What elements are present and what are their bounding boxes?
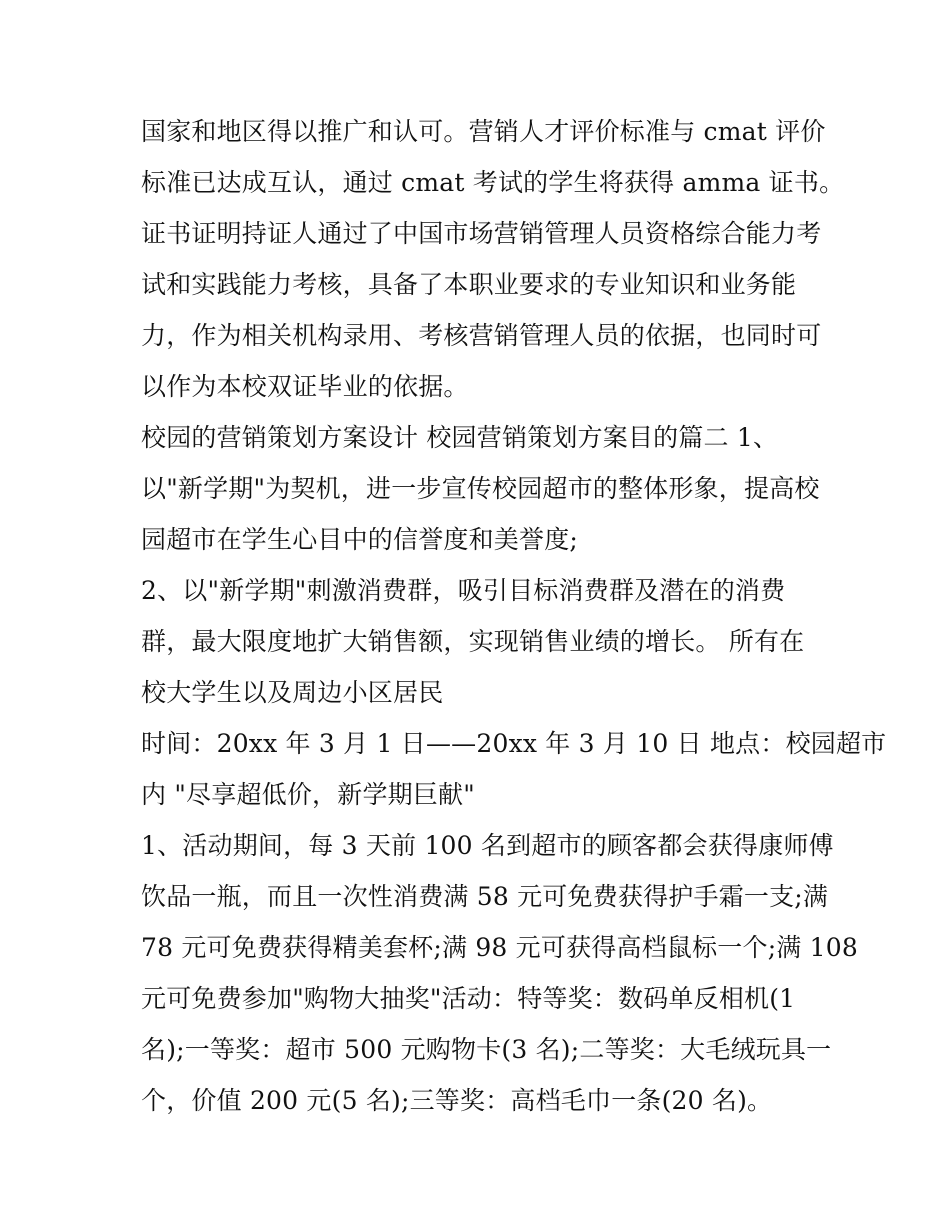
text-line: 园超市在学生心目中的信誉度和美誉度; [141,525,579,554]
text-line: 群，最大限度地扩大销售额，实现销售业绩的增长。 所有在 [141,627,805,656]
text-line: 试和实践能力考核，具备了本职业要求的专业知识和业务能 [141,270,797,299]
text-line: 证书证明持证人通过了中国市场营销管理人员资格综合能力考 [141,219,822,248]
document-body [141,106,887,1126]
text-line: 国家和地区得以推广和认可。营销人才评价标准与 cmat 评价 [141,117,826,146]
text-line: 饮品一瓶，而且一次性消费满 58 元可免费获得护手霜一支;满 [141,882,829,911]
text-line: 标准已达成互认，通过 cmat 考试的学生将获得 amma 证书。 [141,168,845,197]
text-line: 以"新学期"为契机，进一步宣传校园超市的整体形象，提高校 [141,474,820,503]
text-line: 校大学生以及周边小区居民 [141,678,444,707]
text-line: 个，价值 200 元(5 名);三等奖：高档毛巾一条(20 名)。 [141,1086,773,1115]
text-line: 元可免费参加"购物大抽奖"活动：特等奖：数码单反相机(1 [141,984,796,1013]
text-line: 以作为本校双证毕业的依据。 [141,372,469,401]
section-heading-line: 校园的营销策划方案设计 校园营销策划方案目的篇二 1、 [141,423,779,452]
text-line: 2、以"新学期"刺激消费群，吸引目标消费群及潜在的消费 [141,576,786,605]
text-line: 78 元可免费获得精美套杯;满 98 元可获得高档鼠标一个;满 108 [141,933,858,962]
text-line: 力，作为相关机构录用、考核营销管理人员的依据，也同时可 [141,321,822,350]
text-line: 名);一等奖：超市 500 元购物卡(3 名);二等奖：大毛绒玩具一 [141,1035,832,1064]
text-line: 时间：20xx 年 3 月 1 日——20xx 年 3 月 10 日 地点：校园超市 [141,729,887,758]
text-line: 内 "尽享超低价，新学期巨献" [141,780,475,809]
text-line: 1、活动期间，每 3 天前 100 名到超市的顾客都会获得康师傅 [141,831,834,860]
